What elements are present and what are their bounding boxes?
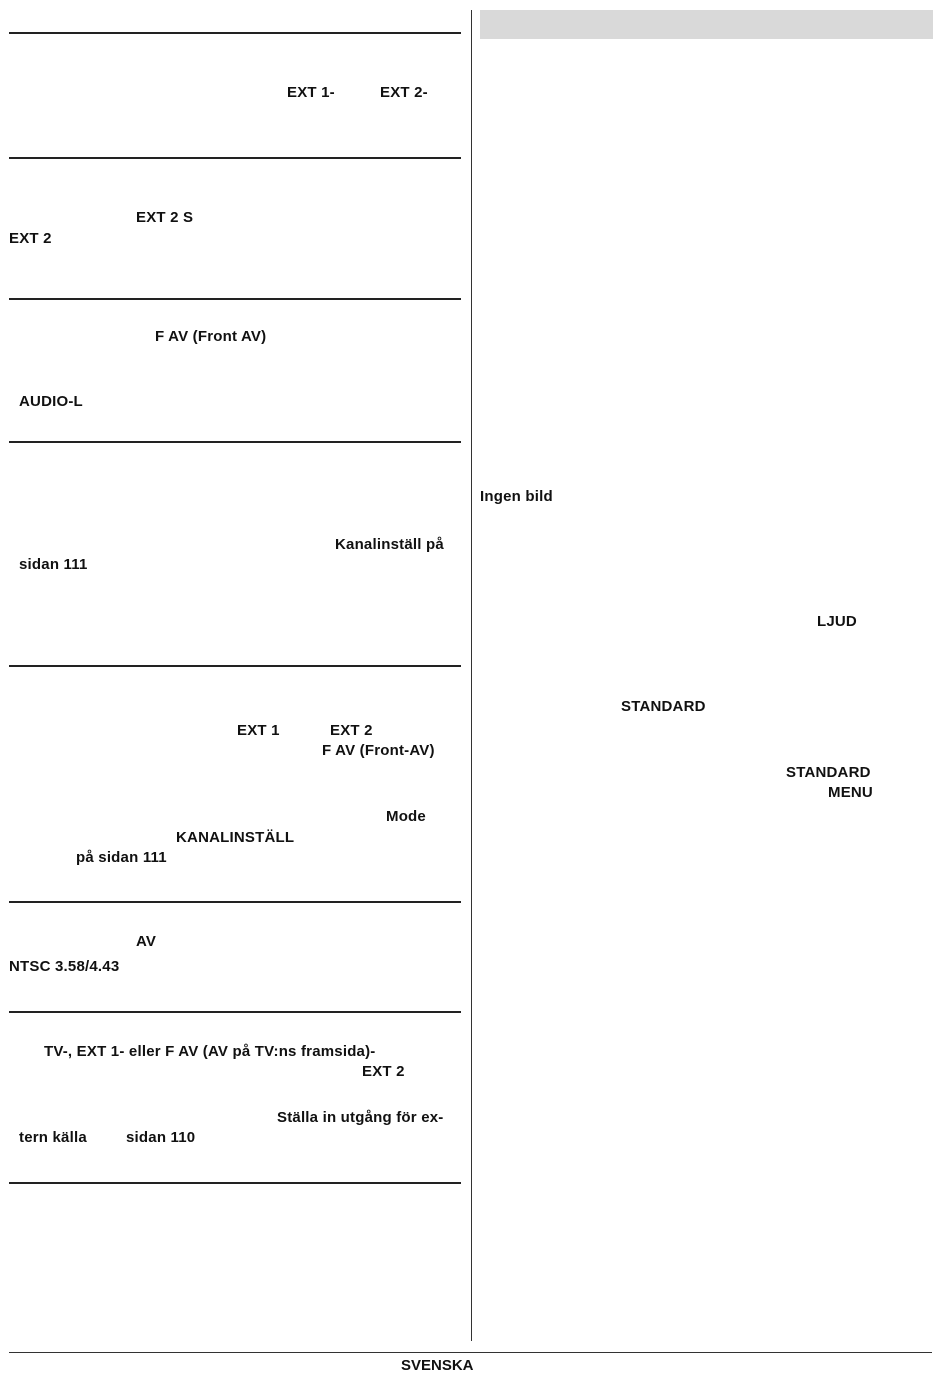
mode-page: på sidan 111 (76, 849, 167, 866)
section-rule-3 (9, 298, 461, 300)
output-ref: Ställa in utgång för ex- (277, 1109, 444, 1126)
mode-fav: F AV (Front-AV) (322, 742, 435, 759)
column-divider (471, 10, 472, 1341)
mode-ext2: EXT 2 (330, 722, 373, 739)
footer-language: SVENSKA (401, 1357, 474, 1374)
output-page: sidan 110 (126, 1129, 196, 1146)
kanalinstall-page: sidan 111 (19, 556, 88, 573)
section-rule-1 (9, 32, 461, 34)
kanalinstall-ref: Kanalinställ på (335, 536, 444, 553)
section-rule-8 (9, 1182, 461, 1184)
front-av-label: F AV (Front AV) (155, 328, 267, 345)
av-label: AV (136, 933, 157, 950)
ingen-bild-heading: Ingen bild (480, 488, 553, 505)
standard-label-1: STANDARD (621, 698, 706, 715)
ext1-label: EXT 1- (287, 84, 335, 101)
kanalinstall-caps: KANALINSTÄLL (176, 829, 295, 846)
output-ref-2: tern källa (19, 1129, 87, 1146)
section-rule-2 (9, 157, 461, 159)
tv-out-sources: TV-, EXT 1- eller F AV (AV på TV:ns framsida)- (44, 1043, 376, 1060)
tv-out-ext2: EXT 2 (362, 1063, 405, 1080)
section-header-bar (480, 10, 933, 39)
ext2s-label: EXT 2 S (136, 209, 194, 226)
ext2-label: EXT 2- (380, 84, 428, 101)
standard-label-2: STANDARD (786, 764, 871, 781)
ntsc-label: NTSC 3.58/4.43 (9, 958, 120, 975)
section-rule-5 (9, 665, 461, 667)
mode-ext1: EXT 1 (237, 722, 280, 739)
footer-rule (9, 1352, 932, 1353)
menu-label: MENU (828, 784, 873, 801)
section-rule-4 (9, 441, 461, 443)
ext2-line: EXT 2 (9, 230, 52, 247)
section-rule-6 (9, 901, 461, 903)
ljud-label: LJUD (817, 613, 857, 630)
section-rule-7 (9, 1011, 461, 1013)
audio-l-label: AUDIO-L (19, 393, 83, 410)
mode-label: Mode (386, 808, 426, 825)
